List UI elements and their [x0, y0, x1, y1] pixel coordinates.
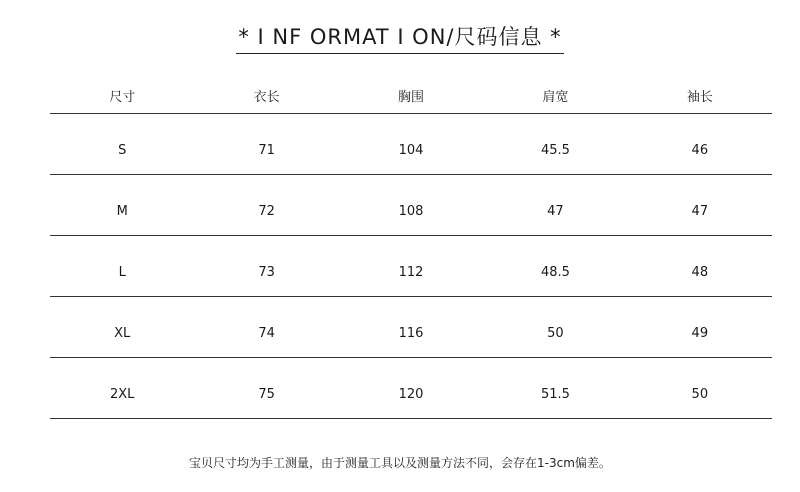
cell-length: 72 — [258, 204, 275, 219]
table-row — [50, 236, 772, 297]
table-row — [50, 358, 772, 419]
cell-shoulder: 48.5 — [540, 265, 570, 280]
table-row — [50, 297, 772, 358]
table-row — [50, 114, 772, 175]
cell-size: 2XL — [109, 387, 135, 402]
cell-chest: 112 — [398, 265, 424, 280]
header-size: 尺寸 — [109, 89, 136, 105]
cell-sleeve: 46 — [691, 143, 709, 158]
cell-size: M — [116, 204, 128, 219]
measurement-note: 宝贝尺寸均为手工测量，由于测量工具以及测量方法不同，会存在1-3cm偏差。 — [189, 456, 611, 470]
cell-length: 75 — [258, 387, 275, 402]
cell-length: 74 — [258, 326, 275, 341]
cell-sleeve: 48 — [691, 265, 709, 280]
cell-shoulder: 45.5 — [540, 143, 570, 158]
header-sleeve: 袖长 — [686, 89, 713, 105]
cell-size: L — [118, 265, 126, 280]
table-header-row — [50, 82, 772, 114]
cell-sleeve: 49 — [691, 326, 709, 341]
page-title-text: * I NF ORMAT I ON/尺码信息 * — [236, 22, 563, 54]
cell-sleeve: 50 — [691, 387, 709, 402]
header-chest: 胸围 — [398, 89, 425, 105]
table-row — [50, 175, 772, 236]
cell-sleeve: 47 — [691, 204, 709, 219]
cell-shoulder: 47 — [547, 204, 564, 219]
cell-chest: 120 — [398, 387, 424, 402]
cell-chest: 104 — [398, 143, 424, 158]
cell-length: 71 — [258, 143, 275, 158]
cell-chest: 108 — [398, 204, 424, 219]
header-length: 衣长 — [253, 89, 280, 105]
size-table — [50, 82, 772, 419]
cell-length: 73 — [258, 265, 275, 280]
cell-shoulder: 50 — [547, 326, 564, 341]
header-shoulder: 肩宽 — [542, 89, 569, 105]
cell-shoulder: 51.5 — [540, 387, 570, 402]
cell-size: XL — [114, 326, 131, 341]
cell-size: S — [118, 143, 127, 158]
cell-chest: 116 — [398, 326, 424, 341]
page-title — [0, 22, 800, 54]
